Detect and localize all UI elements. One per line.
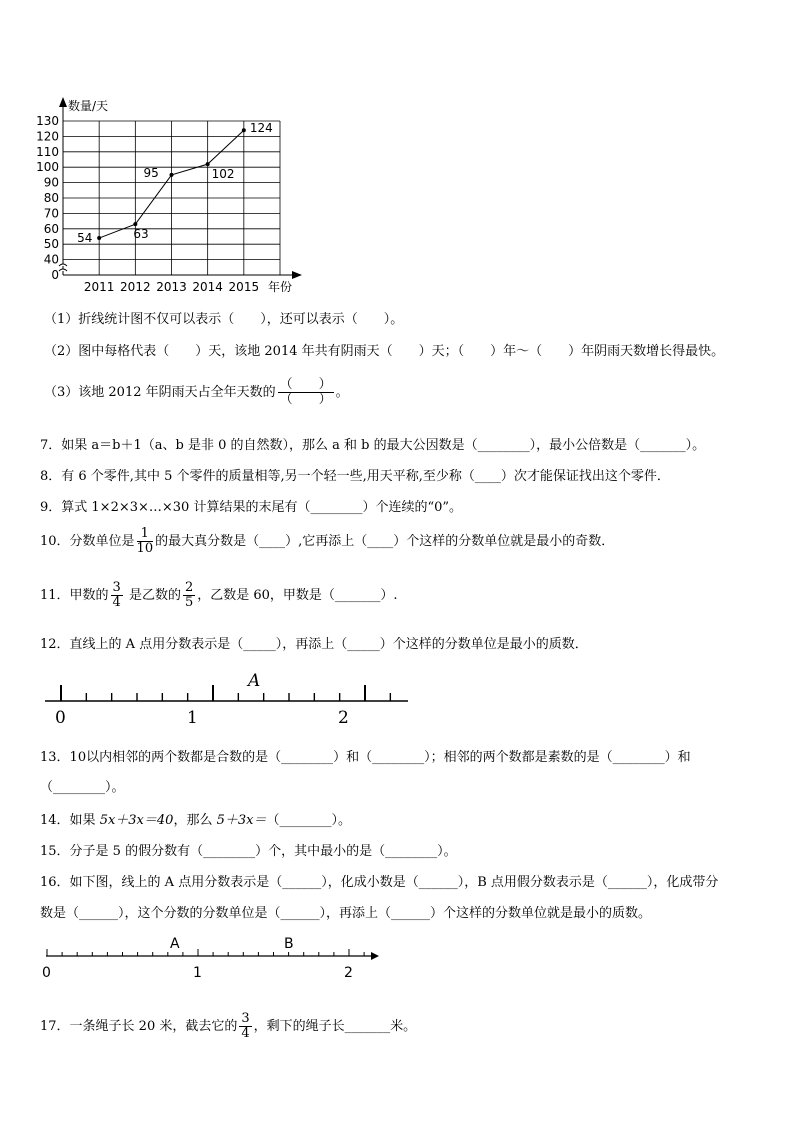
y-tick-label: 80 [43,191,59,205]
fraction: $\frac{1}{10}$ [136,526,154,556]
x-axis-arrow-icon [292,271,302,279]
arrow-head-icon [371,952,379,960]
y-tick-label: 90 [43,175,59,190]
sub-question-2: （2）图中每格代表（ ）天，该地 2014 年共有阴雨天（ ）天；（ ）年～（ ）年阴雨天数增长得最快。 [44,344,725,359]
sub-question-3: （3）该地 2012 年阴雨天占全年天数的 $\frac{( )}{( )}$ 。 [44,377,349,407]
answer-fraction [278,378,334,407]
expression: 5＋3x＝ [216,813,267,828]
question-15: 15．分子是 5 的假分数有（________）个，其中最小的是（________）。 [40,844,457,859]
chart-series [77,121,273,245]
x-tick-label: 2014 [192,280,223,294]
data-label: 95 [143,165,159,180]
y-tick-label: 60 [43,221,59,236]
y-axis-arrow-icon [59,97,67,107]
y-axis-label: 数量/天 [68,99,109,113]
question-13-line-2: （________）。 [40,780,125,795]
chart-ticks [36,114,259,294]
fraction-denominator: （ ） [279,392,332,407]
question-17: 17．一条绳子长 20 米，截去它的 $\frac{3}{4}$ ，剩下的绳子长_______米。 [40,1011,417,1041]
question-9: 9．算式 1×2×3×…×30 计算结果的末尾有（________）个连续的“0”。 [40,500,463,515]
y-tick-label: 40 [43,252,59,267]
sub-question-1: （1）折线统计图不仅可以表示（ ），还可以表示（ ）。 [44,312,404,327]
number-line-ticks [61,685,390,701]
data-label: 63 [133,227,149,242]
line-chart [30,95,320,300]
question-10: 10．分数单位是 $\frac{1}{10}$ 的最大真分数是（____）,它再添上（____）个这样的分数单位就是最小的奇数． [40,526,615,556]
point-label-b: B [284,936,294,952]
data-label: 102 [211,167,235,182]
y-tick-label: 110 [36,144,59,159]
sub-question-3-text: （3）该地 2012 年阴雨天占全年天数的 [44,385,276,400]
fraction: $\frac{3}{4}$ [241,1011,250,1041]
question-11: 11．甲数的 $\frac{3}{4}$ 是乙数的 $\frac{2}{5}$ ，乙数是 60，甲数是（_______）. [40,580,398,610]
tick-label-0: 0 [42,965,51,981]
question-13-line-1: 13．10以内相邻的两个数都是合数的是（________）和（________）；相邻的两个数都是素数的是（________）和 [40,750,691,765]
x-axis-label: 年份 [268,280,293,294]
x-tick-label: 2013 [156,280,187,294]
y-tick-label: 70 [43,206,59,221]
data-point [133,222,137,226]
data-label: 54 [77,231,93,246]
equation: 5x＋3x＝40 [99,813,174,828]
tick-label-0: 0 [55,708,66,726]
question-16-line-2: 数是（______），这个分数的分数单位是（______），再添上（______）个这样的分数单位就是最小的质数。 [40,906,652,921]
tick-label-1: 1 [193,965,202,981]
tick-label-2: 2 [338,708,349,726]
x-tick-label: 2011 [83,280,115,294]
data-point [206,162,210,166]
question-16-line-1: 16．如下图，线上的 A 点用分数表示是（______），化成小数是（______），B 点用假分数表示是（______），化成带分 [40,875,719,890]
x-tick-label: 2012 [120,280,151,294]
y-tick-label: 120 [36,129,59,144]
fraction: $\frac{2}{5}$ [184,580,194,610]
x-tick-label: 2015 [228,280,260,294]
fraction-numerator: （ ） [279,377,332,392]
number-line-1 [40,668,420,726]
number-line-ticks [47,949,364,956]
data-label: 124 [249,121,273,136]
y-tick-label: 0 [51,268,59,282]
tick-label-1: 1 [187,708,198,726]
question-7: 7．如果 a＝b＋1（a、b 是非 0 的自然数），那么 a 和 b 的最大公因数是（________），最小公倍数是（_______）。 [40,438,706,453]
y-tick-label: 130 [36,114,59,128]
number-line-2 [38,932,388,982]
question-14: 14．如果 5x＋3x＝40，那么 5＋3x＝（________）。 [40,813,351,828]
y-tick-label: 100 [36,160,59,175]
tick-label-2: 2 [344,965,353,981]
chart-grid [63,121,280,275]
point-label-a: A [170,936,180,952]
question-8: 8．有 6 个零件,其中 5 个零件的质量相等,另一个轻一些,用天平称,至少称（____）次才能保证找出这个零件． [40,469,670,484]
fraction: $\frac{3}{4}$ [112,580,121,610]
data-point [97,236,101,240]
question-12: 12．直线上的 A 点用分数表示是（_____），再添上（_____）个这样的分数单位是最小的质数． [40,637,588,652]
data-point [242,128,246,132]
point-label-a: A [248,671,261,691]
data-point [170,173,174,177]
y-tick-label: 50 [43,237,59,252]
